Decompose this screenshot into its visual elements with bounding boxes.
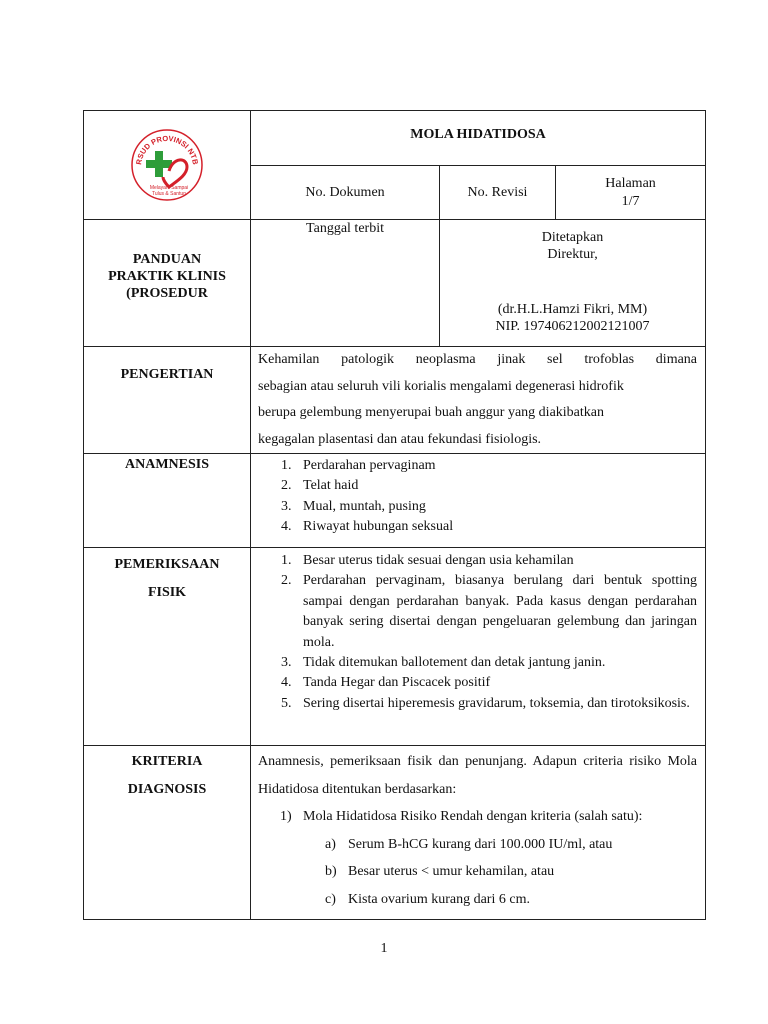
kriteria-content (251, 746, 706, 920)
pengertian-text (251, 347, 706, 454)
doc-type-line2: PRAKTIK KLINIS (108, 268, 226, 284)
pengertian-line3: berupa gelembung menyerupai buah anggur yang diakibatkan (258, 405, 604, 420)
kriteria-label-line2: DIAGNOSIS (127, 782, 207, 797)
list-item: 5. Sering disertai hiperemesis gravidarum, toksemia, dan tirotoksikosis. (281, 695, 690, 711)
list-item: 3. Mual, muntah, pusing (281, 498, 426, 514)
page-number: 1 (380, 941, 388, 956)
list-item: 4. Riwayat hubungan seksual (281, 518, 454, 534)
halaman-value: 1/7 (621, 193, 640, 209)
tanggal-terbit-label: Tanggal terbit (251, 220, 440, 347)
logo-ring-text: RSUD PROVINSI NTB (134, 133, 200, 166)
pengertian-line4: kegagalan plasentasi dan atau fekundasi fisiologis. (258, 431, 542, 447)
kriteria-intro: Anamnesis, pemeriksaan fisik dan penunjang. Adapun criteria risiko Mola Hidatidosa ditentukan berdasarkan: (258, 754, 698, 797)
doc-type-cell (84, 220, 251, 347)
anamnesis-list-cell (251, 454, 706, 548)
hospital-logo-icon (129, 127, 205, 203)
direktur-label: Direktur, (547, 247, 598, 262)
no-dokumen-label: No. Dokumen (251, 166, 440, 220)
list-item: a) Serum B-hCG kurang dari 100.000 IU/ml, atau (325, 836, 613, 852)
pemeriksaan-list (281, 551, 697, 714)
list-item: 1. Perdarahan pervaginam (281, 458, 436, 473)
halaman-label: Halaman (605, 175, 656, 191)
list-item: 1. Besar uterus tidak sesuai dengan usia kehamilan (281, 553, 574, 568)
ditetapkan-cell (440, 220, 706, 347)
logo-motto-line1: Melayani Sampai (149, 185, 189, 191)
doc-type-line1: PANDUAN (132, 251, 202, 267)
signer-name: (dr.H.L.Hamzi Fikri, MM) (497, 302, 648, 317)
kriteria-label (84, 746, 251, 920)
anamnesis-label: ANAMNESIS (84, 454, 251, 548)
doc-type-line3: (PROSEDUR (126, 285, 208, 301)
list-item: c) Kista ovarium kurang dari 6 cm. (325, 891, 530, 907)
pengertian-label: PENGERTIAN (84, 347, 251, 454)
pemeriksaan-label (84, 548, 251, 746)
list-item: b) Besar uterus < umur kehamilan, atau (325, 864, 555, 879)
halaman-cell (556, 166, 706, 220)
pemeriksaan-label-line1: PEMERIKSAAN (114, 557, 220, 572)
pengertian-line1: Kehamilan patologik neoplasma jinak sel trofoblas dimana (258, 352, 698, 367)
kriteria-label-line1: KRITERIA (131, 754, 203, 769)
pemeriksaan-label-line2: FISIK (147, 585, 187, 600)
pengertian-line2: sebagian atau seluruh vili korialis mengalami degenerasi hidrofik (258, 378, 624, 394)
no-revisi-label: No. Revisi (440, 166, 556, 220)
list-item: 4. Tanda Hegar dan Piscacek positif (281, 675, 491, 691)
ditetapkan-label: Ditetapkan (541, 230, 604, 245)
list-item: 2. Telat haid (281, 478, 359, 494)
list-item: 3. Tidak ditemukan ballotement dan detak jantung janin. (281, 655, 606, 671)
pemeriksaan-list-cell (251, 548, 706, 746)
logo-motto-line2: Tulus & Santun (151, 191, 187, 197)
logo-cell (84, 111, 251, 220)
document-title: MOLA HIDATIDOSA (251, 111, 706, 166)
list-item: 2. Perdarahan pervaginam, biasanya berulang dari bentuk spotting sampai dengan perdarahan banyak. Pada kasus dengan perdarahan banyak sering disertai dengan pengeluaran gelembung dan jaringan mola. (281, 573, 698, 650)
document-table (83, 110, 706, 920)
anamnesis-list (281, 456, 697, 537)
kriteria-item1: 1) Mola Hidatidosa Risiko Rendah dengan kriteria (salah satu): (280, 809, 643, 824)
signer-nip: NIP. 197406212002121007 (495, 319, 650, 334)
